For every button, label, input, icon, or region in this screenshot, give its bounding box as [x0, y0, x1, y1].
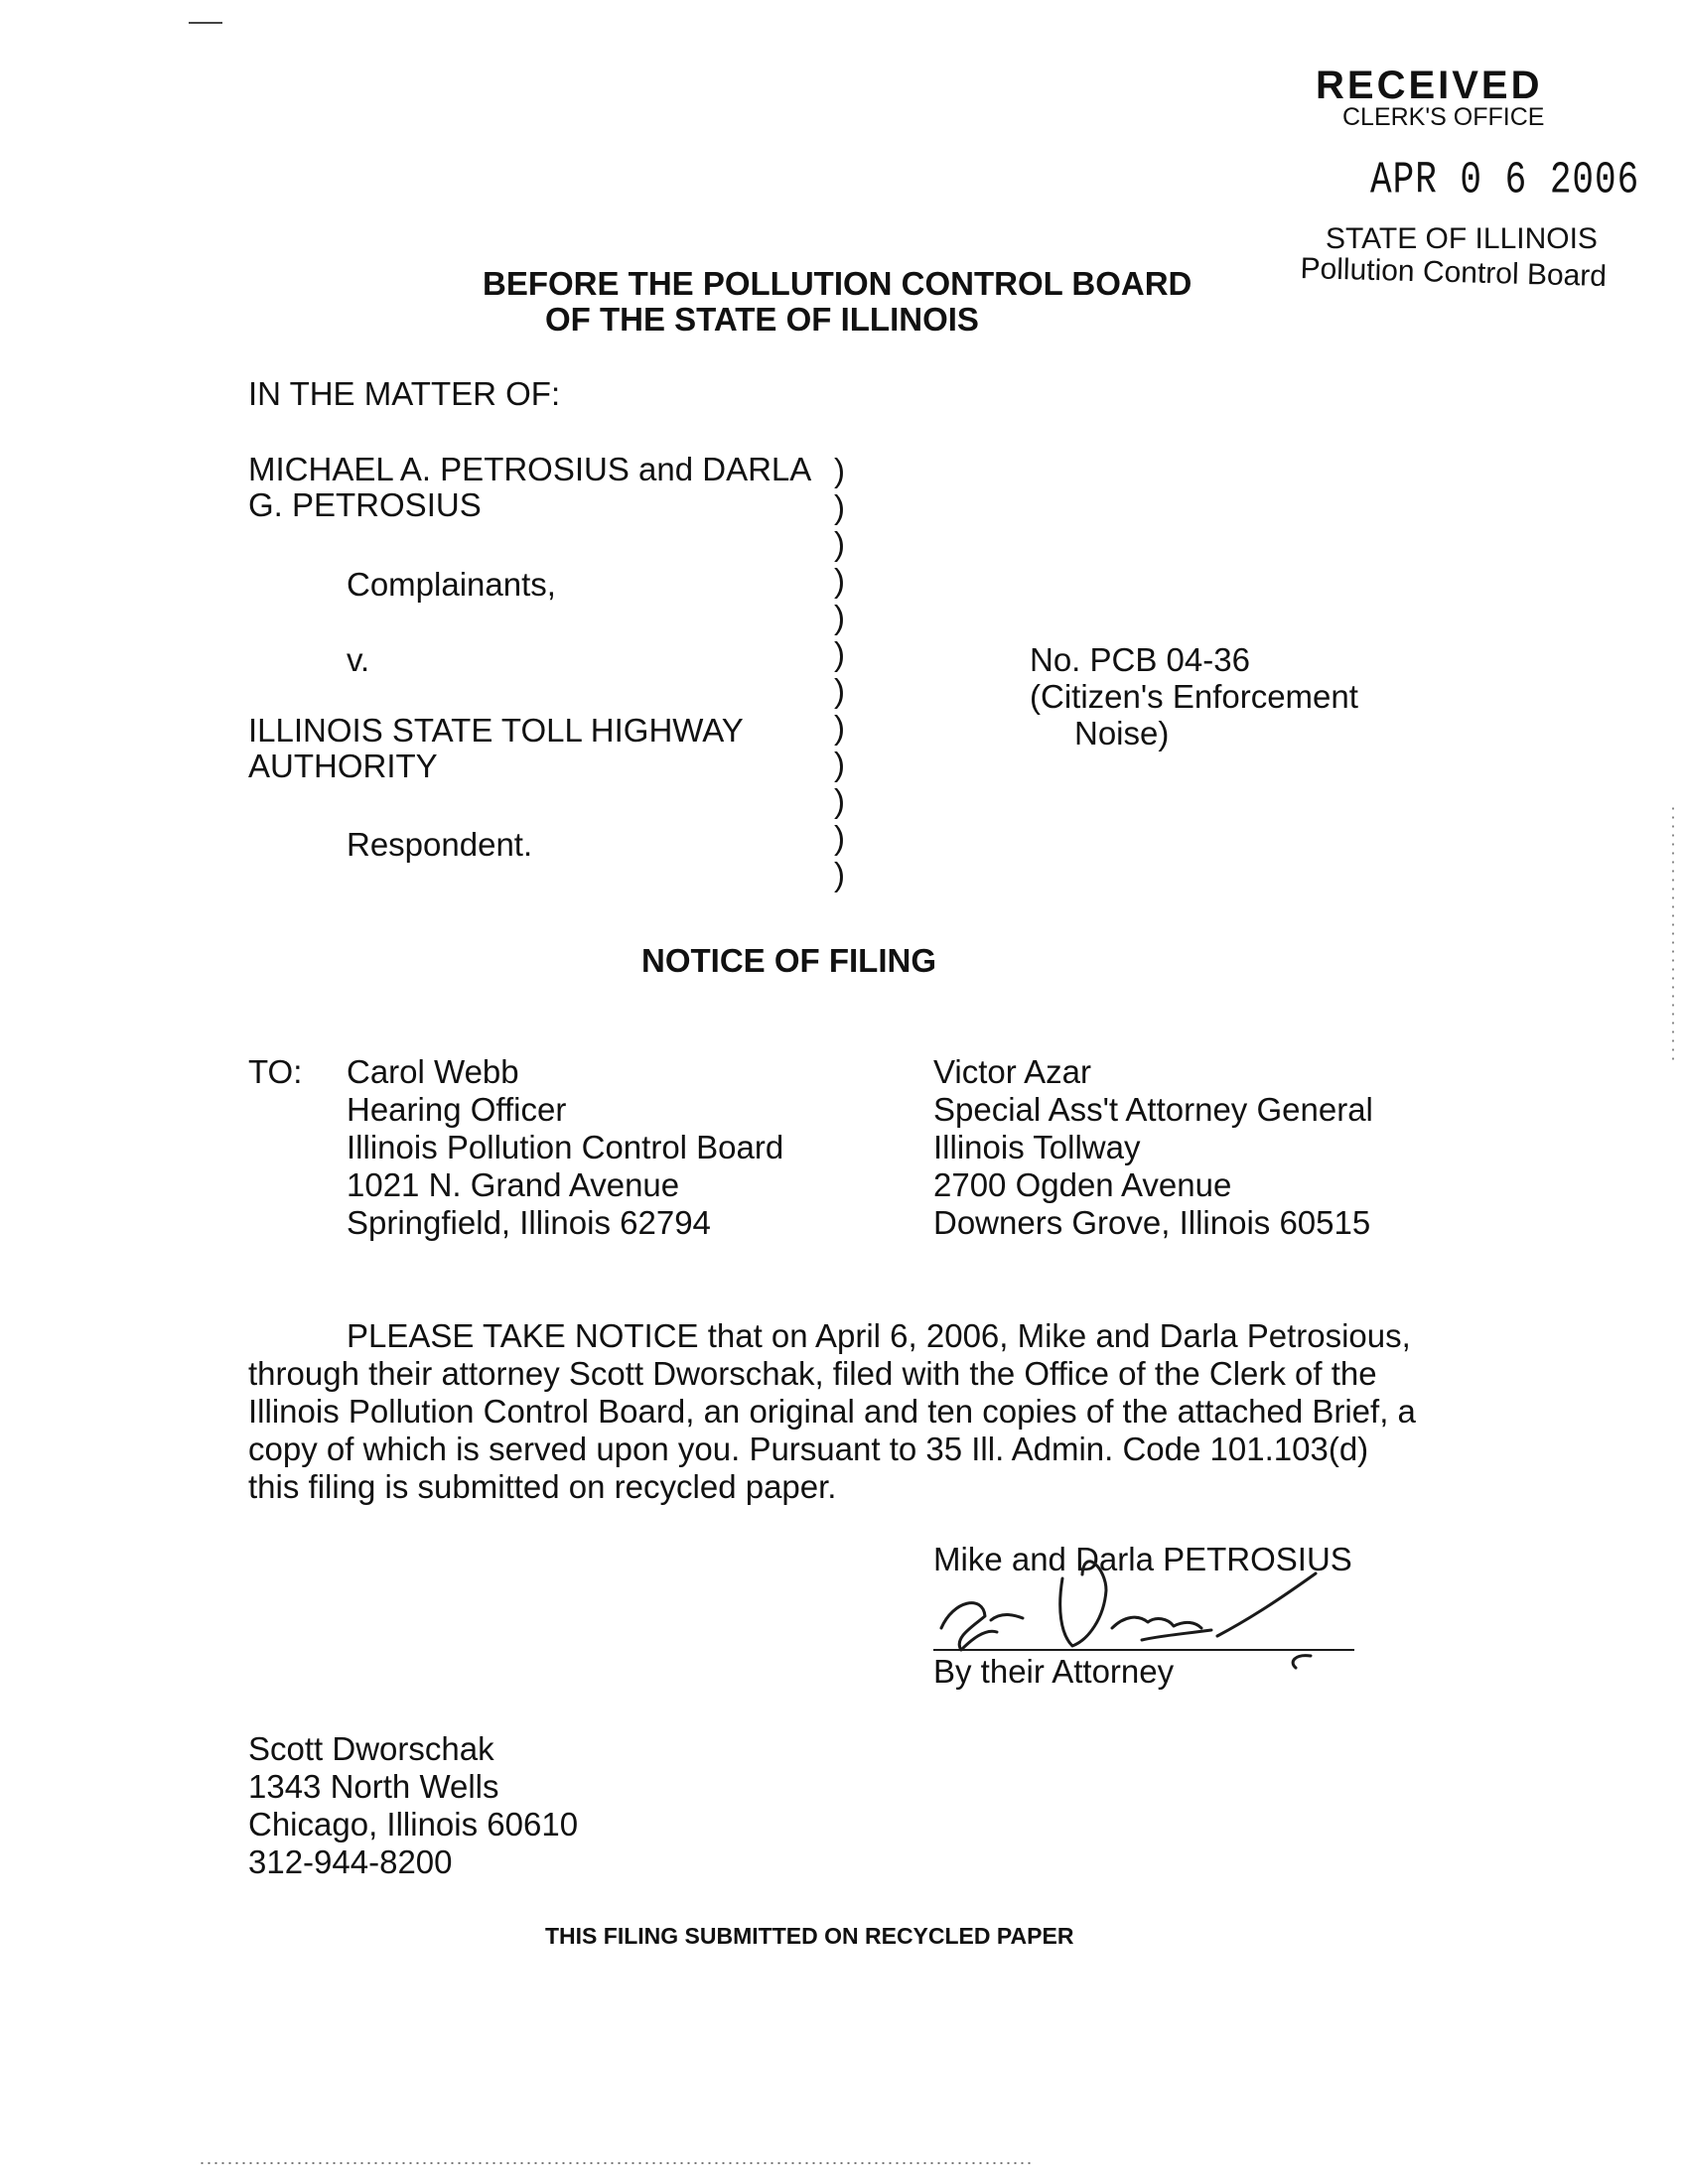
attorney-line: 312-944-8200 [248, 1843, 453, 1880]
caption-parenthesis: ) [834, 525, 845, 562]
received-stamp-title: RECEIVED [1316, 64, 1543, 107]
recycled-paper-footer: THIS FILING SUBMITTED ON RECYCLED PAPER [545, 1923, 1074, 1949]
signature-by: By their Attorney [933, 1653, 1175, 1690]
body-line: copy of which is served upon you. Pursuant to 35 Ill. Admin. Code 101.103(d) [248, 1431, 1369, 1467]
signature-line [933, 1649, 1354, 1651]
in-the-matter-of: IN THE MATTER OF: [248, 375, 561, 412]
recipient-1-line: Hearing Officer [347, 1091, 567, 1128]
received-stamp-state: STATE OF ILLINOIS [1326, 222, 1598, 255]
heading-line-1: BEFORE THE POLLUTION CONTROL BOARD [483, 265, 1193, 302]
complainant-name-line-1: MICHAEL A. PETROSIUS and DARLA [248, 451, 812, 487]
recipient-1-line: Springfield, Illinois 62794 [347, 1204, 711, 1241]
versus: v. [347, 641, 370, 678]
caption-parenthesis: ) [834, 452, 845, 488]
caption-parenthesis: ) [834, 819, 845, 856]
case-type-line-2: Noise) [1074, 715, 1170, 751]
received-stamp-date: APR 0 6 2006 [1370, 155, 1640, 206]
recipient-2-line: Illinois Tollway [933, 1129, 1141, 1165]
attorney-line: Scott Dworschak [248, 1730, 494, 1767]
complainants-label: Complainants, [347, 566, 556, 603]
attorney-line: Chicago, Illinois 60610 [248, 1806, 579, 1843]
caption-parenthesis: ) [834, 562, 845, 599]
caption-parenthesis: ) [834, 635, 845, 672]
caption-parenthesis: ) [834, 782, 845, 819]
attorney-line: 1343 North Wells [248, 1768, 499, 1805]
body-line: Illinois Pollution Control Board, an original and ten copies of the attached Brief, a [248, 1393, 1416, 1430]
body-line: this filing is submitted on recycled paper. [248, 1468, 837, 1505]
case-type-line-1: (Citizen's Enforcement [1030, 678, 1358, 715]
caption-parenthesis: ) [834, 599, 845, 635]
caption-parenthesis: ) [834, 746, 845, 782]
recipient-1-line: 1021 N. Grand Avenue [347, 1166, 680, 1203]
caption-parenthesis: ) [834, 672, 845, 709]
scan-mark [189, 22, 222, 24]
notice-title: NOTICE OF FILING [641, 942, 936, 979]
signature-parties: Mike and Darla PETROSIUS [933, 1541, 1352, 1577]
received-stamp-office: CLERK'S OFFICE [1342, 103, 1545, 131]
case-number: No. PCB 04-36 [1030, 641, 1250, 678]
caption-parenthesis: ) [834, 709, 845, 746]
complainant-name-line-2: G. PETROSIUS [248, 486, 482, 523]
respondent-name-line-2: AUTHORITY [248, 748, 438, 784]
body-line: through their attorney Scott Dworschak, filed with the Office of the Clerk of the [248, 1355, 1377, 1392]
caption-parenthesis: ) [834, 488, 845, 525]
scan-edge-speckle [1672, 804, 1674, 1062]
recipient-2-line: Downers Grove, Illinois 60515 [933, 1204, 1371, 1241]
recipient-2-line: 2700 Ogden Avenue [933, 1166, 1232, 1203]
recipient-2-line: Special Ass't Attorney General [933, 1091, 1373, 1128]
recipient-1-line: Illinois Pollution Control Board [347, 1129, 784, 1165]
received-stamp-board: Pollution Control Board [1300, 252, 1608, 294]
recipient-2-line: Victor Azar [933, 1053, 1091, 1090]
to-label: TO: [248, 1053, 303, 1090]
heading-line-2: OF THE STATE OF ILLINOIS [545, 301, 979, 338]
scan-dotted-line [199, 2162, 1033, 2164]
respondent-name-line-1: ILLINOIS STATE TOLL HIGHWAY [248, 712, 744, 749]
recipient-1-line: Carol Webb [347, 1053, 519, 1090]
caption-parenthesis: ) [834, 856, 845, 892]
respondent-label: Respondent. [347, 826, 533, 863]
body-line: PLEASE TAKE NOTICE that on April 6, 2006, Mike and Darla Petrosious, [347, 1317, 1411, 1354]
